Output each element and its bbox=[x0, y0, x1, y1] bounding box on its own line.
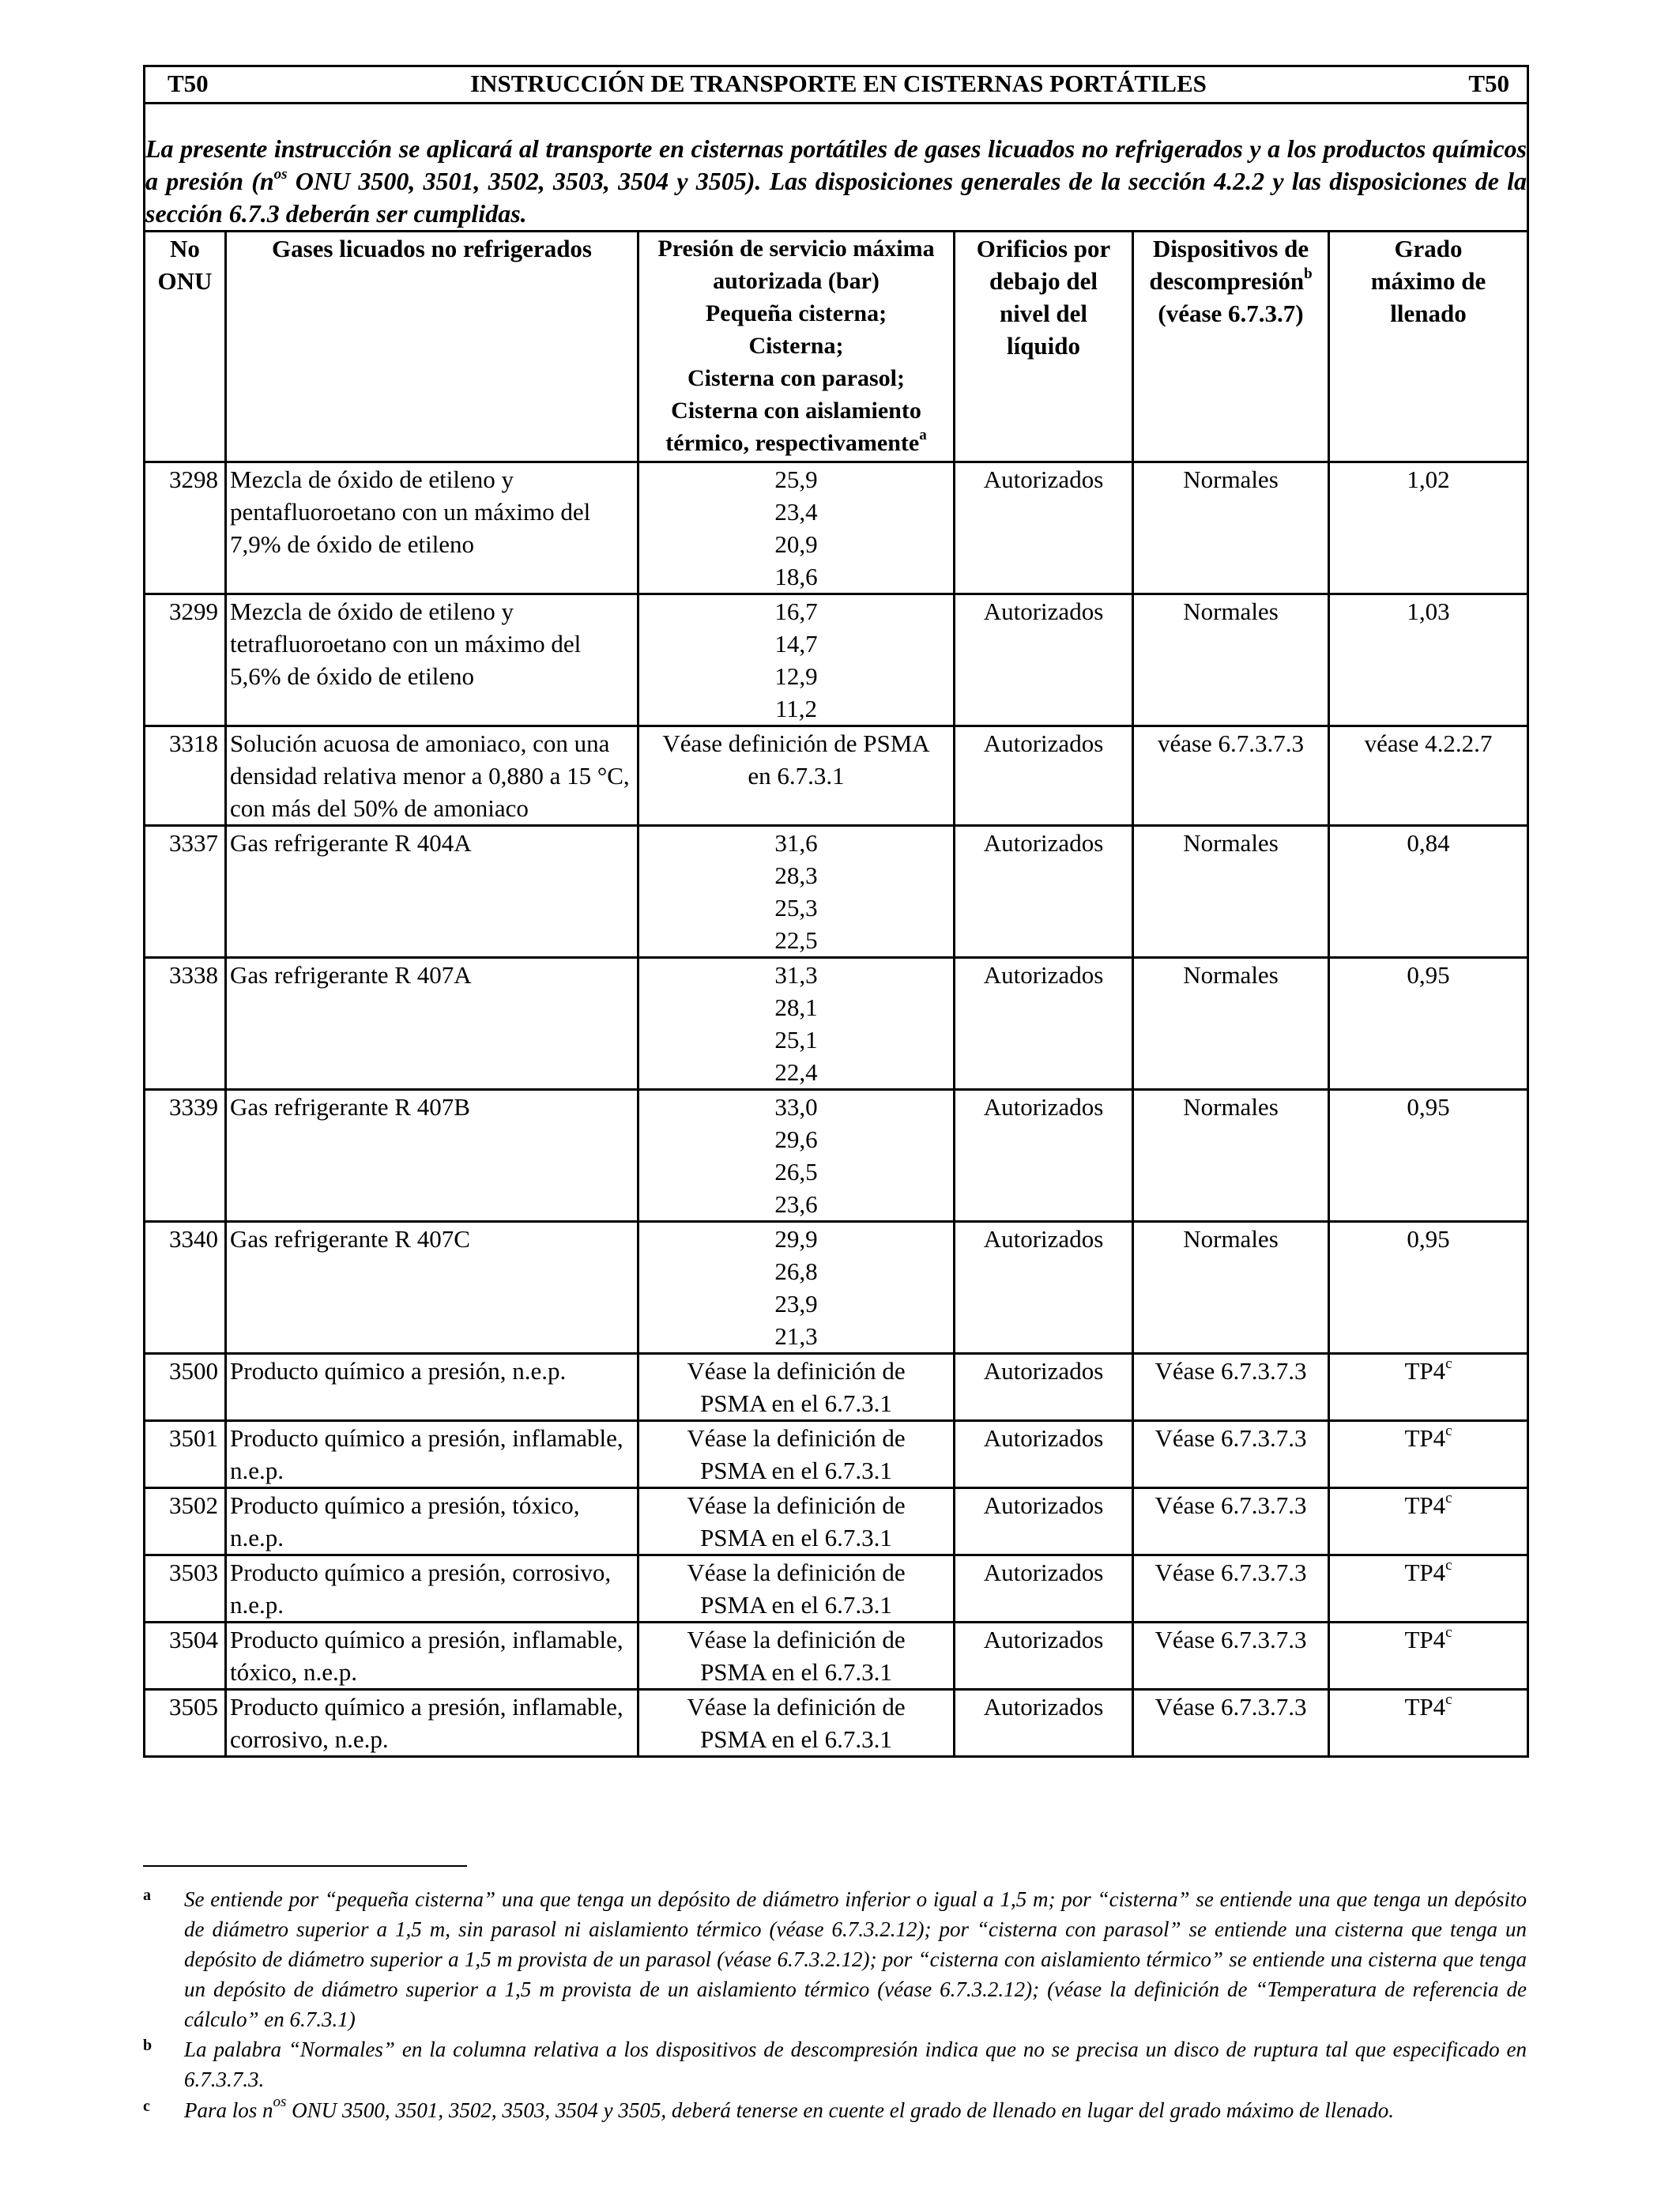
table-row bbox=[145, 826, 1528, 958]
cell-pressure: 33,0 29,6 26,5 23,6 bbox=[638, 1090, 955, 1222]
table-body bbox=[145, 462, 1528, 1757]
cell-onu: 3338 bbox=[145, 958, 226, 1090]
cell-devices: Véase 6.7.3.7.3 bbox=[1133, 1690, 1329, 1757]
cell-name: Producto químico a presión, inflamable, n.e.p. bbox=[226, 1421, 638, 1488]
table-row bbox=[145, 1488, 1528, 1555]
cell-filling: véase 4.2.2.7 bbox=[1329, 726, 1528, 826]
footnote-c: c Para los $n^{os}$ ONU 3500, 3501, 3502, 3503, 3504 y 3505, deberá tenerse en cuente el grado de llenado en lugar del grado máximo de llenado. bbox=[143, 2094, 1394, 2122]
table-row bbox=[145, 958, 1528, 1090]
cell-name: Producto químico a presión, tóxico, n.e.p. bbox=[226, 1488, 638, 1555]
cell-filling: TP4$^c$ bbox=[1329, 1354, 1528, 1421]
cell-openings: Autorizados bbox=[955, 826, 1133, 958]
table-row bbox=[145, 1222, 1528, 1354]
cell-onu: 3501 bbox=[145, 1421, 226, 1488]
cell-onu: 3337 bbox=[145, 826, 226, 958]
cell-openings: Autorizados bbox=[955, 1690, 1133, 1757]
cell-name: Mezcla de óxido de etileno y tetrafluoroetano con un máximo del 5,6% de óxido de etileno bbox=[226, 594, 638, 726]
cell-filling: TP4$^c$ bbox=[1329, 1555, 1528, 1623]
cell-openings: Autorizados bbox=[955, 958, 1133, 1090]
instruction-code-right: T50 bbox=[1468, 70, 1509, 97]
cell-pressure: Véase la definición de PSMA en el 6.7.3.1 bbox=[638, 1421, 955, 1488]
cell-filling: 1,03 bbox=[1329, 594, 1528, 726]
cell-filling: 0,95 bbox=[1329, 1090, 1528, 1222]
cell-name: Producto químico a presión, inflamable, corrosivo, n.e.p. bbox=[226, 1690, 638, 1757]
cell-openings: Autorizados bbox=[955, 1623, 1133, 1690]
cell-onu: 3500 bbox=[145, 1354, 226, 1421]
cell-devices: Normales bbox=[1133, 826, 1329, 958]
cell-openings: Autorizados bbox=[955, 726, 1133, 826]
cell-openings: Autorizados bbox=[955, 1090, 1133, 1222]
cell-devices: Véase 6.7.3.7.3 bbox=[1133, 1488, 1329, 1555]
cell-devices: Normales bbox=[1133, 1222, 1329, 1354]
cell-pressure: Véase definición de PSMA en 6.7.3.1 bbox=[638, 726, 955, 826]
footnote-b: b La palabra “Normales” en la columna relativa a los dispositivos de descompresión indica que no se precisa un disco de ruptura tal que especificado en 6.7.3.7.3. bbox=[143, 2037, 1527, 2091]
intro-text: La presente instrucción se aplicará al transporte en cisternas portátiles de gases licuados no refrigerados y a los productos químicos a presión ($n^{os}$ ONU 3500, 3501, 3502, 3503, 3504 y 3505). Las disposiciones generales de la sección 4.2.2 y las disposiciones de la sección 6.7.3 deberán ser cumplidas. bbox=[145, 134, 1527, 228]
cell-name: Producto químico a presión, corrosivo, n.e.p. bbox=[226, 1555, 638, 1623]
cell-onu: 3502 bbox=[145, 1488, 226, 1555]
instruction-table bbox=[143, 65, 1529, 1758]
cell-onu: 3299 bbox=[145, 594, 226, 726]
cell-devices: véase 6.7.3.7.3 bbox=[1133, 726, 1329, 826]
cell-onu: 3298 bbox=[145, 462, 226, 594]
cell-devices: Véase 6.7.3.7.3 bbox=[1133, 1354, 1329, 1421]
footnote-rule bbox=[143, 1865, 467, 1867]
cell-openings: Autorizados bbox=[955, 1421, 1133, 1488]
cell-pressure: Véase la definición de PSMA en el 6.7.3.1 bbox=[638, 1555, 955, 1623]
cell-name: Solución acuosa de amoniaco, con una densidad relativa menor a 0,880 a 15 °C, con más del 50% de amoniaco bbox=[226, 726, 638, 826]
table-row bbox=[145, 462, 1528, 594]
cell-devices: Véase 6.7.3.7.3 bbox=[1133, 1555, 1329, 1623]
table-row bbox=[145, 1623, 1528, 1690]
cell-openings: Autorizados bbox=[955, 1555, 1133, 1623]
cell-pressure: 31,6 28,3 25,3 22,5 bbox=[638, 826, 955, 958]
cell-openings: Autorizados bbox=[955, 1488, 1133, 1555]
cell-name: Producto químico a presión, inflamable, tóxico, n.e.p. bbox=[226, 1623, 638, 1690]
table-row bbox=[145, 1690, 1528, 1757]
col-pressure: Presión de servicio máxima autorizada (bar) Pequeña cisterna; Cisterna; Cisterna con parasol; Cisterna con aislamiento térmico, respectivamente$^a$ bbox=[638, 232, 955, 462]
cell-devices: Normales bbox=[1133, 1090, 1329, 1222]
cell-devices: Véase 6.7.3.7.3 bbox=[1133, 1623, 1329, 1690]
instruction-code-left: T50 bbox=[168, 70, 209, 97]
col-openings: Orificios por debajo del nivel del líquido bbox=[955, 232, 1133, 462]
col-onu: No ONU bbox=[145, 232, 226, 462]
cell-openings: Autorizados bbox=[955, 1222, 1133, 1354]
cell-filling: TP4$^c$ bbox=[1329, 1690, 1528, 1757]
table-row bbox=[145, 1421, 1528, 1488]
column-header-row bbox=[145, 232, 1528, 462]
cell-filling: 0,95 bbox=[1329, 1222, 1528, 1354]
cell-name: Gas refrigerante R 407B bbox=[226, 1090, 638, 1222]
cell-openings: Autorizados bbox=[955, 1354, 1133, 1421]
cell-filling: 0,95 bbox=[1329, 958, 1528, 1090]
table-row bbox=[145, 1090, 1528, 1222]
cell-pressure: 16,7 14,7 12,9 11,2 bbox=[638, 594, 955, 726]
table-row bbox=[145, 726, 1528, 826]
cell-name: Producto químico a presión, n.e.p. bbox=[226, 1354, 638, 1421]
cell-openings: Autorizados bbox=[955, 594, 1133, 726]
cell-devices: Normales bbox=[1133, 594, 1329, 726]
col-name: Gases licuados no refrigerados bbox=[226, 232, 638, 462]
cell-onu: 3503 bbox=[145, 1555, 226, 1623]
table-row bbox=[145, 1555, 1528, 1623]
title-row bbox=[145, 66, 1528, 104]
cell-devices: Véase 6.7.3.7.3 bbox=[1133, 1421, 1329, 1488]
cell-name: Mezcla de óxido de etileno y pentafluoroetano con un máximo del 7,9% de óxido de etileno bbox=[226, 462, 638, 594]
document bbox=[143, 65, 1527, 1758]
cell-openings: Autorizados bbox=[955, 462, 1133, 594]
cell-pressure: 31,3 28,1 25,1 22,4 bbox=[638, 958, 955, 1090]
cell-pressure: 29,9 26,8 23,9 21,3 bbox=[638, 1222, 955, 1354]
footnote-a: a Se entiende por “pequeña cisterna” una que tenga un depósito de diámetro inferior o igual a 1,5 m; por “cisterna” se entiende una que tenga un depósito de diámetro superior a 1,5 m, sin parasol ni aislamiento térmico (véase 6.7.3.2.12); por “cisterna con parasol” se entiende una cisterna que tenga un depósito de diámetro superior a 1,5 m provista de un parasol (véase 6.7.3.2.12); por “cisterna con aislamiento térmico” se entiende una cisterna que tenga un depósito de diámetro superior a 1,5 m provista de un aislamiento térmico (véase 6.7.3.2.12); (véase la definición de “Temperatura de referencia de cálculo” en 6.7.3.1) bbox=[143, 1887, 1527, 2031]
cell-filling: TP4$^c$ bbox=[1329, 1488, 1528, 1555]
cell-pressure: Véase la definición de PSMA en el 6.7.3.1 bbox=[638, 1690, 955, 1757]
cell-name: Gas refrigerante R 404A bbox=[226, 826, 638, 958]
table-row bbox=[145, 1354, 1528, 1421]
cell-pressure: 25,9 23,4 20,9 18,6 bbox=[638, 462, 955, 594]
col-devices: Dispositivos de descompresión$^b$ (véase 6.7.3.7) bbox=[1133, 232, 1329, 462]
cell-name: Gas refrigerante R 407A bbox=[226, 958, 638, 1090]
cell-filling: 0,84 bbox=[1329, 826, 1528, 958]
cell-onu: 3318 bbox=[145, 726, 226, 826]
table-row bbox=[145, 594, 1528, 726]
cell-filling: TP4$^c$ bbox=[1329, 1623, 1528, 1690]
cell-devices: Normales bbox=[1133, 958, 1329, 1090]
cell-pressure: Véase la definición de PSMA en el 6.7.3.1 bbox=[638, 1488, 955, 1555]
intro-row bbox=[145, 104, 1528, 232]
col-filling: Grado máximo de llenado bbox=[1329, 232, 1528, 462]
cell-filling: 1,02 bbox=[1329, 462, 1528, 594]
cell-name: Gas refrigerante R 407C bbox=[226, 1222, 638, 1354]
cell-onu: 3340 bbox=[145, 1222, 226, 1354]
cell-onu: 3339 bbox=[145, 1090, 226, 1222]
cell-pressure: Véase la definición de PSMA en el 6.7.3.1 bbox=[638, 1623, 955, 1690]
cell-filling: TP4$^c$ bbox=[1329, 1421, 1528, 1488]
instruction-title: INSTRUCCIÓN DE TRANSPORTE EN CISTERNAS PORTÁTILES bbox=[470, 70, 1207, 97]
cell-devices: Normales bbox=[1133, 462, 1329, 594]
cell-onu: 3505 bbox=[145, 1690, 226, 1757]
cell-pressure: Véase la definición de PSMA en el 6.7.3.1 bbox=[638, 1354, 955, 1421]
cell-onu: 3504 bbox=[145, 1623, 226, 1690]
